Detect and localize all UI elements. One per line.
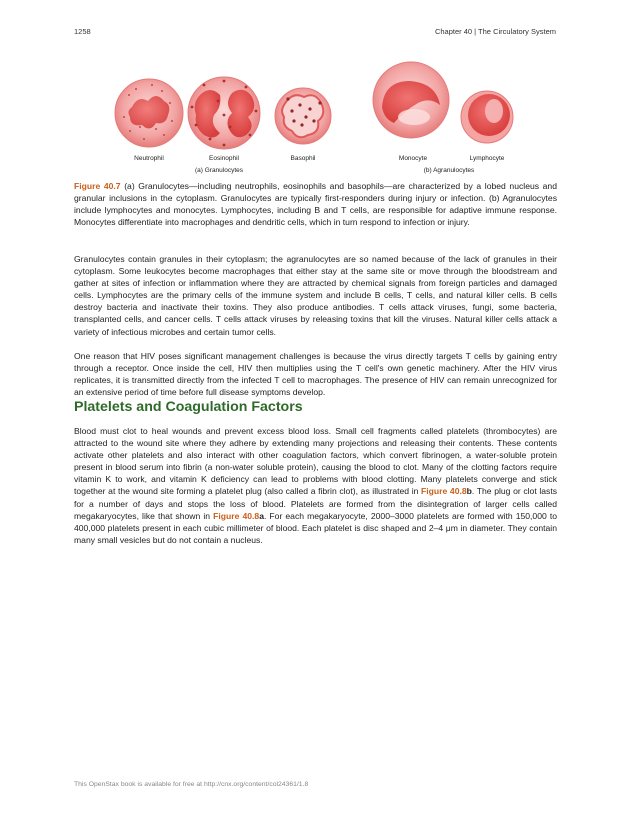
paragraph-hiv: One reason that HIV poses significant management challenges is because the virus directly targets T cells by gaining entry through a receptor. Once inside the cell, HIV then multiplies using the T cell's own genetic machinery. After the HIV virus replicates, it is transmitted directly from the infected T cell to macrophages. The presence of HIV can remain unrecognized for an extensive period of time before full disease symptoms develop. [74, 351, 557, 398]
monocyte-cell [373, 62, 449, 138]
platelets-text-3: . For each megakaryocyte, 2000–3000 platelets are formed with 150,000 to 400,000 platelets present in each cubic millimeter of blood. Each platelet is disc shaped and 2–4 μm in diameter. They contain many small vesicles but do not contain a nucleus. [74, 510, 558, 545]
figure-40-7 [74, 55, 556, 180]
footer-note: This OpenStax book is available for free at http://cnx.org/content/col24361/1.8 [74, 781, 309, 788]
platelets-text-1: Blood must clot to heal wounds and prevent excess blood loss. Small cell fragments called platelets (thrombocytes) are attracted to the wound site where they adhere by extending many projections and releasing their contents. These contents activate other platelets and also interact with other coagulation factors, which convert fibrinogen, a water-soluble protein present in blood serum into fibrin (a non-water soluble protein), causing the blood to clot. Many of the clotting factors require vitamin K to work, and vitamin K deficiency can lead to problems with blood clotting. Many platelets converge and stick together at the wound site forming a platelet plug (also called a fibrin clot), as illustrated in [74, 426, 557, 497]
label-granulocytes: (a) Granulocytes [194, 167, 244, 174]
paragraph-granulocytes: Granulocytes contain granules in their cytoplasm; the agranulocytes are so named because of the lack of granules in their cytoplasm. Some leukocytes become macrophages that either stay at the same site or move through the bloodstream and gather at sites of infection or inflammation where they are attracted by chemical signals from foreign particles and damaged cells. Lymphocytes are the primary cells of the immune system and include B cells, T cells, and natural killer cells. B cells destroy bacteria and inactivate their toxins. They also produce antibodies. T cells attack viruses, fungi, some bacteria, transplanted cells, and cancer cells. T cells attack viruses by releasing toxins that kill the viruses. Natural killer cells attack a variety of infectious microbes and certain tumor cells. [74, 254, 557, 337]
lymphocyte-cell [461, 91, 513, 143]
caption-text: (a) Granulocytes—including neutrophils, eosinophils and basophils—are characterized by a lobed nucleus and granular inclusions in the cytoplasm. Granulocytes are typically first-responders during injury or infection. (b) Agranulocytes include lymphocytes and monocytes. Lymphocytes, including B and T cells, are responsible for adaptive immune response. Monocytes differentiate into macrophages and dendritic cells, which in turn respond to infection or injury. [74, 181, 557, 228]
section-title-platelets: Platelets and Coagulation Factors [74, 399, 303, 415]
label-lymphocyte: Lymphocyte [469, 155, 505, 162]
figure-40-8-link-2[interactable]: Figure 40.8 [213, 510, 260, 521]
platelets-text-2: . The plug or clot lasts for a number of days and stops the loss of blood. Platelets are formed from the disintegration of larger cells called megakaryocytes, like that shown in [74, 486, 558, 521]
paragraph-platelets [74, 425, 557, 546]
label-agranulocytes: (b) Agranulocytes [423, 167, 475, 174]
figure-40-8-panel-b: b [466, 486, 472, 497]
label-neutrophil: Neutrophil [134, 155, 164, 162]
neutrophil-cell [115, 79, 183, 147]
label-basophil: Basophil [290, 155, 316, 162]
page-number: 1258 [74, 27, 91, 36]
caption-figure-label: Figure 40.7 [74, 181, 121, 191]
basophil-cell [275, 88, 331, 144]
figure-caption [74, 180, 557, 228]
figure-40-8-panel-a: a [259, 510, 264, 521]
chapter-title: Chapter 40 | The Circulatory System [434, 27, 556, 36]
eosinophil-cell [188, 77, 260, 149]
label-monocyte: Monocyte [398, 155, 428, 162]
label-eosinophil: Eosinophil [209, 155, 239, 162]
figure-40-8-link-1[interactable]: Figure 40.8 [421, 486, 467, 497]
